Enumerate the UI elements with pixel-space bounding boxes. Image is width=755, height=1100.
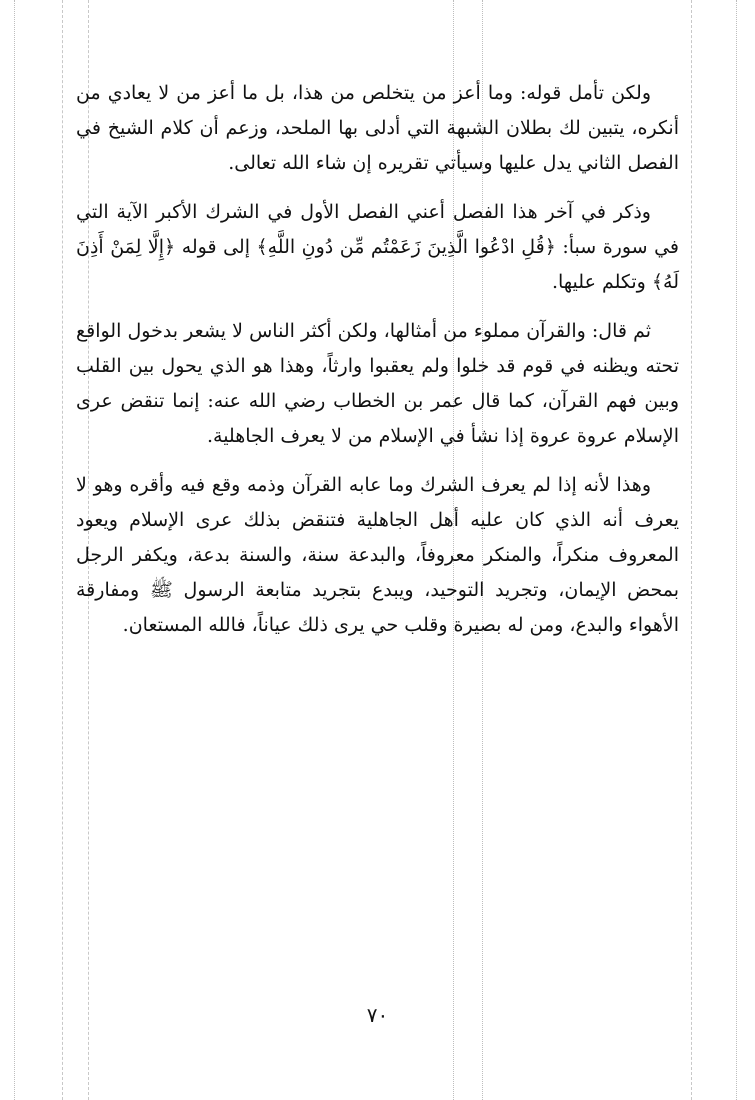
paragraph: ولكن تأمل قوله: وما أعز من يتخلص من هذا، بل ما أعز من لا يعادي من أنكره، يتبين لك بطلان الشبهة التي أدلى بها الملحد، وزعم أن كلام الشيخ في الفصل الثاني يدل عليها وسيأتي تقريره إن شاء الله تعالى. — [76, 82, 679, 174]
paragraph: وهذا لأنه إذا لم يعرف الشرك وما عابه القرآن وذمه وقع فيه وأقره وهو لا يعرف أنه الذي كان عليه أهل الجاهلية فتنقض بذلك عرى الإسلام ويعود المعروف منكراً، والمنكر معروفاً، والبدعة سنة، والسنة بدعة، ويكفر الرجل بمحض الإيمان، وتجريد التوحيد، ويبدع بتجريد متابعة الرسول ﷺ ومفارقة الأهواء والبدع، ومن له بصيرة وقلب حي يرى ذلك عياناً، فالله المستعان. — [76, 474, 679, 636]
scan-guide-line — [62, 0, 63, 1100]
paragraph: وذكر في آخر هذا الفصل أعني الفصل الأول في الشرك الأكبر الآية التي في سورة سبأ: ﴿قُلِ ادْعُوا الَّذِينَ زَعَمْتُم مِّن دُونِ اللَّهِ﴾ إلى قوله ﴿إِلَّا لِمَنْ أَذِنَ لَهُ﴾ وتكلم عليها. — [76, 201, 679, 293]
paragraph: ثم قال: والقرآن مملوء من أمثالها، ولكن أكثر الناس لا يشعر بدخول الواقع تحته ويظنه في قوم قد خلوا ولم يعقبوا وارثاً، وهذا هو الذي يحول بين القلب وبين فهم القرآن، كما قال عمر بن الخطاب رضي الله عنه: إنما تنقض عرى الإسلام عروة عروة إذا نشأ في الإسلام من لا يعرف الجاهلية. — [76, 320, 679, 447]
scan-guide-line — [736, 0, 737, 1100]
page-body — [76, 76, 679, 657]
scan-guide-line — [691, 0, 692, 1100]
scan-guide-line — [14, 0, 15, 1100]
page-number: ٧٠ — [366, 1003, 389, 1027]
